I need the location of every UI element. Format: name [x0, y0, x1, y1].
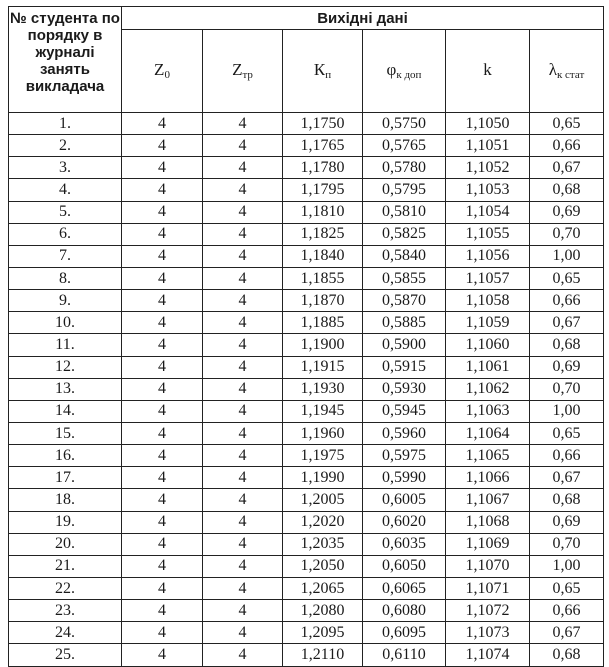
z0-cell: 4	[122, 113, 203, 135]
ztr-cell: 4	[203, 400, 283, 422]
ztr-cell: 4	[203, 267, 283, 289]
k-cell: 1,1071	[446, 577, 530, 599]
ztr-cell: 4	[203, 378, 283, 400]
table-row	[9, 511, 604, 533]
lambda-cell: 0,67	[530, 312, 604, 334]
table-row	[9, 378, 604, 400]
kp-cell: 1,1855	[283, 267, 363, 289]
row-number-cell: 24.	[9, 622, 122, 644]
kp-cell: 1,1960	[283, 422, 363, 444]
lambda-cell: 0,66	[530, 600, 604, 622]
ztr-cell: 4	[203, 489, 283, 511]
z0-cell: 4	[122, 577, 203, 599]
k-cell: 1,1060	[446, 334, 530, 356]
z0-cell: 4	[122, 622, 203, 644]
z0-cell: 4	[122, 312, 203, 334]
row-number-cell: 23.	[9, 600, 122, 622]
kp-cell: 1,2050	[283, 555, 363, 577]
kp-cell: 1,1810	[283, 201, 363, 223]
ztr-cell: 4	[203, 422, 283, 444]
row-number-cell: 25.	[9, 644, 122, 666]
k-cell: 1,1059	[446, 312, 530, 334]
phi-cell: 0,5945	[363, 400, 446, 422]
phi-cell: 0,5855	[363, 267, 446, 289]
row-number-cell: 2.	[9, 135, 122, 157]
ztr-cell: 4	[203, 644, 283, 666]
k-cell: 1,1067	[446, 489, 530, 511]
phi-cell: 0,6005	[363, 489, 446, 511]
ztr-cell: 4	[203, 223, 283, 245]
z0-cell: 4	[122, 400, 203, 422]
k-cell: 1,1066	[446, 467, 530, 489]
kp-cell: 1,2080	[283, 600, 363, 622]
ztr-cell: 4	[203, 334, 283, 356]
table-row	[9, 533, 604, 555]
z0-cell: 4	[122, 157, 203, 179]
z0-cell: 4	[122, 201, 203, 223]
row-number-cell: 11.	[9, 334, 122, 356]
kp-cell: 1,1840	[283, 245, 363, 267]
k-cell: 1,1058	[446, 290, 530, 312]
phi-cell: 0,5900	[363, 334, 446, 356]
k-cell: 1,1057	[446, 267, 530, 289]
table-row	[9, 489, 604, 511]
phi-cell: 0,5930	[363, 378, 446, 400]
table-row	[9, 400, 604, 422]
table-row	[9, 179, 604, 201]
table-row	[9, 600, 604, 622]
z0-cell: 4	[122, 467, 203, 489]
row-number-cell: 16.	[9, 445, 122, 467]
k-cell: 1,1068	[446, 511, 530, 533]
phi-cell: 0,6110	[363, 644, 446, 666]
phi-cell: 0,5885	[363, 312, 446, 334]
column-header-sub: к доп	[396, 69, 422, 81]
table-row	[9, 223, 604, 245]
k-cell: 1,1064	[446, 422, 530, 444]
kp-cell: 1,1885	[283, 312, 363, 334]
table-row	[9, 267, 604, 289]
row-number-cell: 17.	[9, 467, 122, 489]
ztr-cell: 4	[203, 356, 283, 378]
phi-cell: 0,5795	[363, 179, 446, 201]
row-number-cell: 9.	[9, 290, 122, 312]
lambda-cell: 0,65	[530, 577, 604, 599]
row-number-cell: 20.	[9, 533, 122, 555]
table-row	[9, 577, 604, 599]
z0-cell: 4	[122, 334, 203, 356]
ztr-cell: 4	[203, 157, 283, 179]
lambda-cell: 0,69	[530, 511, 604, 533]
table-row	[9, 356, 604, 378]
phi-cell: 0,5915	[363, 356, 446, 378]
kp-cell: 1,1915	[283, 356, 363, 378]
header-row-group	[9, 7, 604, 30]
k-cell: 1,1052	[446, 157, 530, 179]
ztr-cell: 4	[203, 201, 283, 223]
lambda-cell: 0,66	[530, 135, 604, 157]
k-cell: 1,1070	[446, 555, 530, 577]
lambda-cell: 0,65	[530, 267, 604, 289]
ztr-cell: 4	[203, 312, 283, 334]
z0-cell: 4	[122, 533, 203, 555]
lambda-cell: 0,66	[530, 445, 604, 467]
column-header-base: Z	[232, 60, 243, 79]
phi-cell: 0,5960	[363, 422, 446, 444]
k-cell: 1,1053	[446, 179, 530, 201]
z0-cell: 4	[122, 445, 203, 467]
row-number-cell: 4.	[9, 179, 122, 201]
data-table	[8, 6, 604, 667]
phi-cell: 0,6020	[363, 511, 446, 533]
row-number-cell: 13.	[9, 378, 122, 400]
ztr-cell: 4	[203, 179, 283, 201]
k-cell: 1,1054	[446, 201, 530, 223]
lambda-cell: 0,70	[530, 223, 604, 245]
ztr-cell: 4	[203, 600, 283, 622]
lambda-cell: 0,65	[530, 113, 604, 135]
column-header-phi	[363, 30, 446, 113]
table-row	[9, 422, 604, 444]
kp-cell: 1,2110	[283, 644, 363, 666]
z0-cell: 4	[122, 555, 203, 577]
column-header-sub: п	[325, 69, 332, 81]
table-row	[9, 312, 604, 334]
k-cell: 1,1056	[446, 245, 530, 267]
row-number-cell: 10.	[9, 312, 122, 334]
row-number-cell: 14.	[9, 400, 122, 422]
lambda-cell: 0,67	[530, 157, 604, 179]
z0-cell: 4	[122, 489, 203, 511]
row-number-cell: 1.	[9, 113, 122, 135]
ztr-cell: 4	[203, 290, 283, 312]
student-number-header: № студента по порядку в журналі занять викладача	[9, 7, 122, 113]
column-header-base: Z	[154, 60, 165, 79]
phi-cell: 0,6065	[363, 577, 446, 599]
lambda-cell: 0,68	[530, 179, 604, 201]
table-row	[9, 622, 604, 644]
lambda-cell: 0,70	[530, 533, 604, 555]
z0-cell: 4	[122, 378, 203, 400]
row-number-cell: 6.	[9, 223, 122, 245]
kp-cell: 1,1825	[283, 223, 363, 245]
lambda-cell: 1,00	[530, 245, 604, 267]
table-row	[9, 113, 604, 135]
phi-cell: 0,5870	[363, 290, 446, 312]
row-number-cell: 3.	[9, 157, 122, 179]
ztr-cell: 4	[203, 533, 283, 555]
phi-cell: 0,5780	[363, 157, 446, 179]
ztr-cell: 4	[203, 445, 283, 467]
lambda-cell: 0,65	[530, 422, 604, 444]
phi-cell: 0,5825	[363, 223, 446, 245]
column-header-kp	[283, 30, 363, 113]
lambda-cell: 0,70	[530, 378, 604, 400]
column-header-base: k	[483, 60, 492, 79]
kp-cell: 1,1780	[283, 157, 363, 179]
row-number-cell: 18.	[9, 489, 122, 511]
row-number-cell: 5.	[9, 201, 122, 223]
lambda-cell: 0,68	[530, 489, 604, 511]
kp-cell: 1,1945	[283, 400, 363, 422]
row-number-cell: 12.	[9, 356, 122, 378]
ztr-cell: 4	[203, 467, 283, 489]
lambda-cell: 0,68	[530, 334, 604, 356]
lambda-cell: 0,69	[530, 201, 604, 223]
table-row	[9, 135, 604, 157]
kp-cell: 1,2035	[283, 533, 363, 555]
k-cell: 1,1051	[446, 135, 530, 157]
row-number-cell: 15.	[9, 422, 122, 444]
k-cell: 1,1072	[446, 600, 530, 622]
kp-cell: 1,2020	[283, 511, 363, 533]
ztr-cell: 4	[203, 622, 283, 644]
k-cell: 1,1055	[446, 223, 530, 245]
kp-cell: 1,1870	[283, 290, 363, 312]
ztr-cell: 4	[203, 113, 283, 135]
k-cell: 1,1069	[446, 533, 530, 555]
kp-cell: 1,1930	[283, 378, 363, 400]
table-row	[9, 290, 604, 312]
k-cell: 1,1065	[446, 445, 530, 467]
z0-cell: 4	[122, 600, 203, 622]
lambda-cell: 0,69	[530, 356, 604, 378]
phi-cell: 0,5975	[363, 445, 446, 467]
z0-cell: 4	[122, 135, 203, 157]
z0-cell: 4	[122, 422, 203, 444]
lambda-cell: 0,67	[530, 467, 604, 489]
table-row	[9, 334, 604, 356]
z0-cell: 4	[122, 644, 203, 666]
phi-cell: 0,5765	[363, 135, 446, 157]
phi-cell: 0,5840	[363, 245, 446, 267]
row-number-cell: 19.	[9, 511, 122, 533]
kp-cell: 1,1750	[283, 113, 363, 135]
table-row	[9, 157, 604, 179]
column-header-z0	[122, 30, 203, 113]
phi-cell: 0,5750	[363, 113, 446, 135]
kp-cell: 1,2005	[283, 489, 363, 511]
z0-cell: 4	[122, 223, 203, 245]
table-row	[9, 445, 604, 467]
row-number-cell: 22.	[9, 577, 122, 599]
z0-cell: 4	[122, 511, 203, 533]
table-body	[9, 113, 604, 667]
lambda-cell: 0,66	[530, 290, 604, 312]
phi-cell: 0,6050	[363, 555, 446, 577]
kp-cell: 1,1765	[283, 135, 363, 157]
row-number-cell: 7.	[9, 245, 122, 267]
z0-cell: 4	[122, 179, 203, 201]
k-cell: 1,1050	[446, 113, 530, 135]
z0-cell: 4	[122, 290, 203, 312]
k-cell: 1,1062	[446, 378, 530, 400]
ztr-cell: 4	[203, 555, 283, 577]
table-row	[9, 201, 604, 223]
ztr-cell: 4	[203, 245, 283, 267]
kp-cell: 1,2065	[283, 577, 363, 599]
table-row	[9, 644, 604, 666]
column-header-base: К	[313, 60, 326, 79]
column-header-base: φ	[386, 60, 397, 79]
table-row	[9, 555, 604, 577]
lambda-cell: 1,00	[530, 555, 604, 577]
phi-cell: 0,6095	[363, 622, 446, 644]
k-cell: 1,1061	[446, 356, 530, 378]
column-header-sub: тр	[242, 69, 253, 81]
kp-cell: 1,1975	[283, 445, 363, 467]
column-header-sub: к стат	[556, 69, 585, 81]
phi-cell: 0,5990	[363, 467, 446, 489]
ztr-cell: 4	[203, 511, 283, 533]
phi-cell: 0,6035	[363, 533, 446, 555]
ztr-cell: 4	[203, 135, 283, 157]
row-number-cell: 8.	[9, 267, 122, 289]
lambda-cell: 0,67	[530, 622, 604, 644]
z0-cell: 4	[122, 356, 203, 378]
z0-cell: 4	[122, 267, 203, 289]
k-cell: 1,1074	[446, 644, 530, 666]
row-number-cell: 21.	[9, 555, 122, 577]
table-row	[9, 245, 604, 267]
column-header-lambda	[530, 30, 604, 113]
ztr-cell: 4	[203, 577, 283, 599]
k-cell: 1,1073	[446, 622, 530, 644]
column-header-sub: 0	[164, 69, 170, 81]
kp-cell: 1,1990	[283, 467, 363, 489]
kp-cell: 1,1900	[283, 334, 363, 356]
z0-cell: 4	[122, 245, 203, 267]
table-row	[9, 467, 604, 489]
source-data-header: Вихідні дані	[122, 7, 604, 30]
k-cell: 1,1063	[446, 400, 530, 422]
kp-cell: 1,1795	[283, 179, 363, 201]
phi-cell: 0,6080	[363, 600, 446, 622]
column-header-k	[446, 30, 530, 113]
phi-cell: 0,5810	[363, 201, 446, 223]
lambda-cell: 0,68	[530, 644, 604, 666]
lambda-cell: 1,00	[530, 400, 604, 422]
kp-cell: 1,2095	[283, 622, 363, 644]
column-header-ztr	[203, 30, 283, 113]
column-header-base: λ	[548, 60, 557, 79]
